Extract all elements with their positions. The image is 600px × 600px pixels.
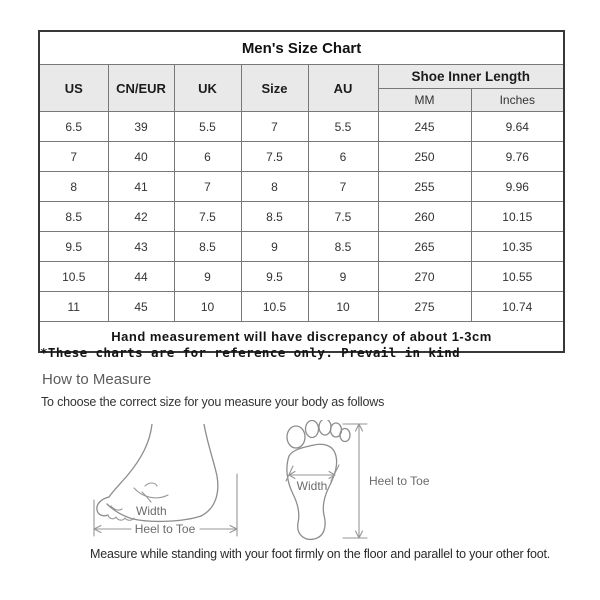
cell-us: 8 — [39, 172, 108, 202]
reference-only-note: *These charts are for reference only. Prevail in kind — [40, 345, 461, 360]
cell-cneur: 45 — [108, 292, 174, 322]
cell-au: 9 — [308, 262, 378, 292]
width-label: Width — [136, 504, 167, 518]
cell-us: 7 — [39, 142, 108, 172]
cell-size: 7 — [241, 112, 308, 142]
table-row — [39, 232, 564, 262]
cell-inches: 10.35 — [471, 232, 564, 262]
cell-cneur: 43 — [108, 232, 174, 262]
big-toe — [287, 426, 305, 448]
heel-to-toe-label: Heel to Toe — [134, 522, 196, 536]
cell-mm: 270 — [378, 262, 471, 292]
column-header-cneur: CN/EUR — [108, 65, 174, 112]
cell-inches: 10.55 — [471, 262, 564, 292]
how-to-measure-intro: To choose the correct size for you measure your body as follows — [41, 395, 385, 409]
heel-to-toe-label: Heel to Toe — [369, 474, 430, 488]
cell-size: 8 — [241, 172, 308, 202]
cell-cneur: 40 — [108, 142, 174, 172]
cell-au: 5.5 — [308, 112, 378, 142]
measuring-instruction-caption: Measure while standing with your foot firmly on the floor and parallel to your other foot. — [89, 547, 551, 561]
cell-us: 11 — [39, 292, 108, 322]
cell-uk: 9 — [174, 262, 241, 292]
cell-inches: 10.74 — [471, 292, 564, 322]
column-group-shoe-inner-length: Shoe Inner Length — [378, 65, 564, 89]
cell-au: 10 — [308, 292, 378, 322]
column-header-size: Size — [241, 65, 308, 112]
cell-mm: 275 — [378, 292, 471, 322]
cell-us: 10.5 — [39, 262, 108, 292]
cell-uk: 7.5 — [174, 202, 241, 232]
cell-mm: 265 — [378, 232, 471, 262]
toe-5 — [340, 429, 350, 442]
cell-size: 8.5 — [241, 202, 308, 232]
sub-header-inches: Inches — [471, 89, 564, 112]
chart-title: Men's Size Chart — [39, 31, 564, 65]
toe-3 — [319, 420, 331, 435]
cell-size: 10.5 — [241, 292, 308, 322]
cell-mm: 250 — [378, 142, 471, 172]
cell-us: 6.5 — [39, 112, 108, 142]
cell-inches: 9.64 — [471, 112, 564, 142]
width-band-arc — [134, 488, 168, 498]
column-header-au: AU — [308, 65, 378, 112]
width-label: Width — [296, 479, 328, 493]
cell-au: 6 — [308, 142, 378, 172]
cell-inches: 9.96 — [471, 172, 564, 202]
table-row — [39, 292, 564, 322]
column-header-us: US — [39, 65, 108, 112]
width-band-curl — [145, 483, 157, 486]
cell-mm: 260 — [378, 202, 471, 232]
big-toe-outline — [97, 497, 109, 516]
cell-size: 9 — [241, 232, 308, 262]
cell-size: 7.5 — [241, 142, 308, 172]
column-header-uk: UK — [174, 65, 241, 112]
table-row — [39, 142, 564, 172]
cell-mm: 245 — [378, 112, 471, 142]
cell-uk: 8.5 — [174, 232, 241, 262]
table-row — [39, 262, 564, 292]
cell-mm: 255 — [378, 172, 471, 202]
cell-uk: 6 — [174, 142, 241, 172]
cell-cneur: 42 — [108, 202, 174, 232]
cell-au: 7 — [308, 172, 378, 202]
foot-side-view-diagram — [88, 424, 243, 544]
cell-uk: 10 — [174, 292, 241, 322]
cell-us: 8.5 — [39, 202, 108, 232]
cell-us: 9.5 — [39, 232, 108, 262]
cell-cneur: 44 — [108, 262, 174, 292]
cell-size: 9.5 — [241, 262, 308, 292]
table-row — [39, 112, 564, 142]
how-to-measure-heading: How to Measure — [42, 371, 152, 388]
cell-cneur: 39 — [108, 112, 174, 142]
cell-inches: 10.15 — [471, 202, 564, 232]
measurement-discrepancy-note: Hand measurement will have discrepancy of about 1-3cm — [39, 322, 564, 353]
cell-inches: 9.76 — [471, 142, 564, 172]
header-row — [39, 65, 564, 89]
mens-size-chart-table — [38, 30, 565, 353]
toe-2 — [306, 421, 319, 438]
foot-sole-view-diagram — [281, 420, 441, 542]
cell-au: 7.5 — [308, 202, 378, 232]
foot-back-outline — [201, 424, 218, 516]
cell-au: 8.5 — [308, 232, 378, 262]
sub-header-mm: MM — [378, 89, 471, 112]
cell-uk: 5.5 — [174, 112, 241, 142]
table-row — [39, 172, 564, 202]
cell-cneur: 41 — [108, 172, 174, 202]
cell-uk: 7 — [174, 172, 241, 202]
table-row — [39, 202, 564, 232]
title-row — [39, 31, 564, 65]
